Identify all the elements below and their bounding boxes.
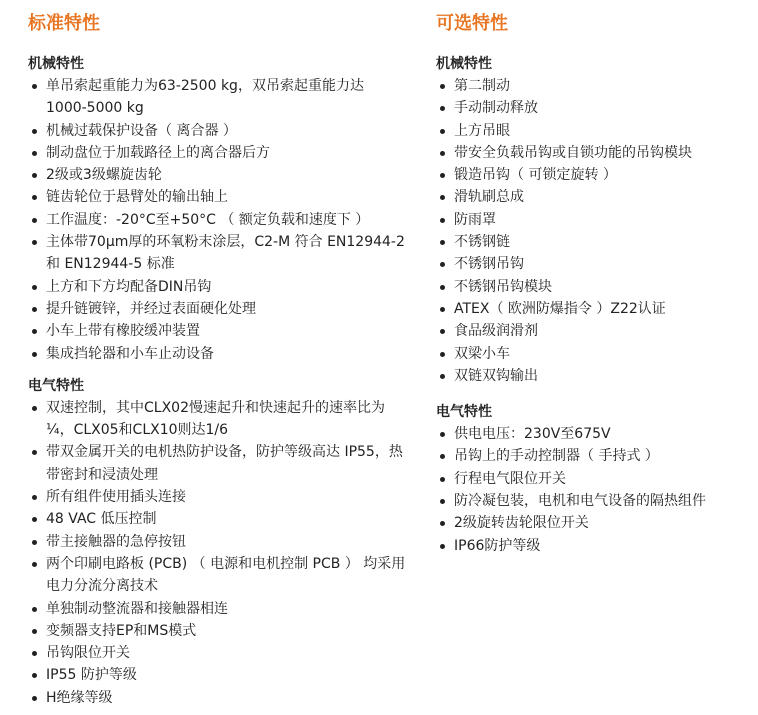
- optional-features-title: 可选特性: [436, 13, 508, 34]
- feature-list-item: 制动盘位于加载路径上的离合器后方: [28, 142, 408, 164]
- feature-list-item: 防冷凝包装，电机和电气设备的隔热组件: [436, 490, 756, 512]
- feature-list-item: 所有组件使用插头连接: [28, 486, 408, 508]
- feature-list-item: 不锈钢链: [436, 231, 756, 253]
- feature-list-item: 第二制动: [436, 75, 756, 97]
- feature-list-item: 2级旋转齿轮限位开关: [436, 512, 756, 534]
- feature-list-item: 上方吊眼: [436, 120, 756, 142]
- feature-list-item: 链齿轮位于悬臂处的输出轴上: [28, 186, 408, 208]
- standard-features-column: [28, 0, 408, 709]
- feature-list-item: 2级或3级螺旋齿轮: [28, 164, 408, 186]
- feature-list-item: 供电电压：230V至675V: [436, 423, 756, 445]
- standard-mechanical-list: [28, 75, 408, 365]
- feature-list-item: 变频器支持EP和MS模式: [28, 620, 408, 642]
- feature-list-item: H绝缘等级: [28, 687, 408, 709]
- feature-list-item: IP66防护等级: [436, 535, 756, 557]
- feature-list-item: 单独制动整流器和接触器相连: [28, 598, 408, 620]
- feature-list-item: 双梁小车: [436, 343, 756, 365]
- standard-features-title: 标准特性: [28, 13, 100, 34]
- feature-list-item: 集成挡轮器和小车止动设备: [28, 343, 408, 365]
- feature-list-item: 双速控制，其中CLX02慢速起升和快速起升的速率比为¼，CLX05和CLX10则达1/6: [28, 397, 408, 442]
- feature-list-item: 行程电气限位开关: [436, 468, 756, 490]
- optional-mechanical-list: [436, 75, 756, 387]
- feature-list-item: 食品级润滑剂: [436, 320, 756, 342]
- standard-electrical-title: 电气特性: [28, 377, 84, 394]
- feature-list-item: 机械过载保护设备（ 离合器 ）: [28, 120, 408, 142]
- feature-list-item: 双链双钩输出: [436, 365, 756, 387]
- feature-list-item: 不锈钢吊钩模块: [436, 276, 756, 298]
- feature-list-item: 48 VAC 低压控制: [28, 508, 408, 530]
- feature-list-item: 带安全负载吊钩或自锁功能的吊钩模块: [436, 142, 756, 164]
- feature-list-item: 防雨罩: [436, 209, 756, 231]
- feature-list-item: 锻造吊钩（ 可锁定旋转 ）: [436, 164, 756, 186]
- standard-electrical-list: [28, 397, 408, 709]
- feature-list-item: 单吊索起重能力为63-2500 kg，双吊索起重能力达 1000-5000 kg: [28, 75, 408, 120]
- feature-list-item: 吊钩限位开关: [28, 642, 408, 664]
- standard-mechanical-title: 机械特性: [28, 56, 84, 72]
- feature-list-item: 不锈钢吊钩: [436, 253, 756, 275]
- feature-list-item: 带主接触器的急停按钮: [28, 531, 408, 553]
- feature-list-item: 上方和下方均配备DIN吊钩: [28, 276, 408, 298]
- feature-list-item: 两个印刷电路板 (PCB) （ 电源和电机控制 PCB ） 均采用电力分流分离技术: [28, 553, 408, 598]
- feature-list-item: 主体带70µm厚的环氧粉末涂层，C2-M 符合 EN12944-2 和 EN12944-5 标准: [28, 231, 408, 276]
- feature-list-item: 小车上带有橡胶缓冲装置: [28, 320, 408, 342]
- feature-list-item: 提升链镀锌，并经过表面硬化处理: [28, 298, 408, 320]
- feature-list-item: ATEX（ 欧洲防爆指令 ）Z22认证: [436, 298, 756, 320]
- feature-list-item: 工作温度：-20°C至+50°C （ 额定负载和速度下 ）: [28, 209, 408, 231]
- optional-electrical-list: [436, 423, 756, 557]
- feature-list-item: 滑轨刷总成: [436, 186, 756, 208]
- feature-list-item: 手动制动释放: [436, 97, 756, 119]
- optional-mechanical-title: 机械特性: [436, 56, 492, 72]
- optional-features-column: [436, 0, 756, 557]
- feature-list-item: IP55 防护等级: [28, 664, 408, 686]
- optional-electrical-title: 电气特性: [436, 404, 492, 421]
- feature-list-item: 带双金属开关的电机热防护设备，防护等级高达 IP55，热带密封和浸渍处理: [28, 441, 408, 486]
- feature-list-item: 吊钩上的手动控制器（ 手持式 ）: [436, 445, 756, 467]
